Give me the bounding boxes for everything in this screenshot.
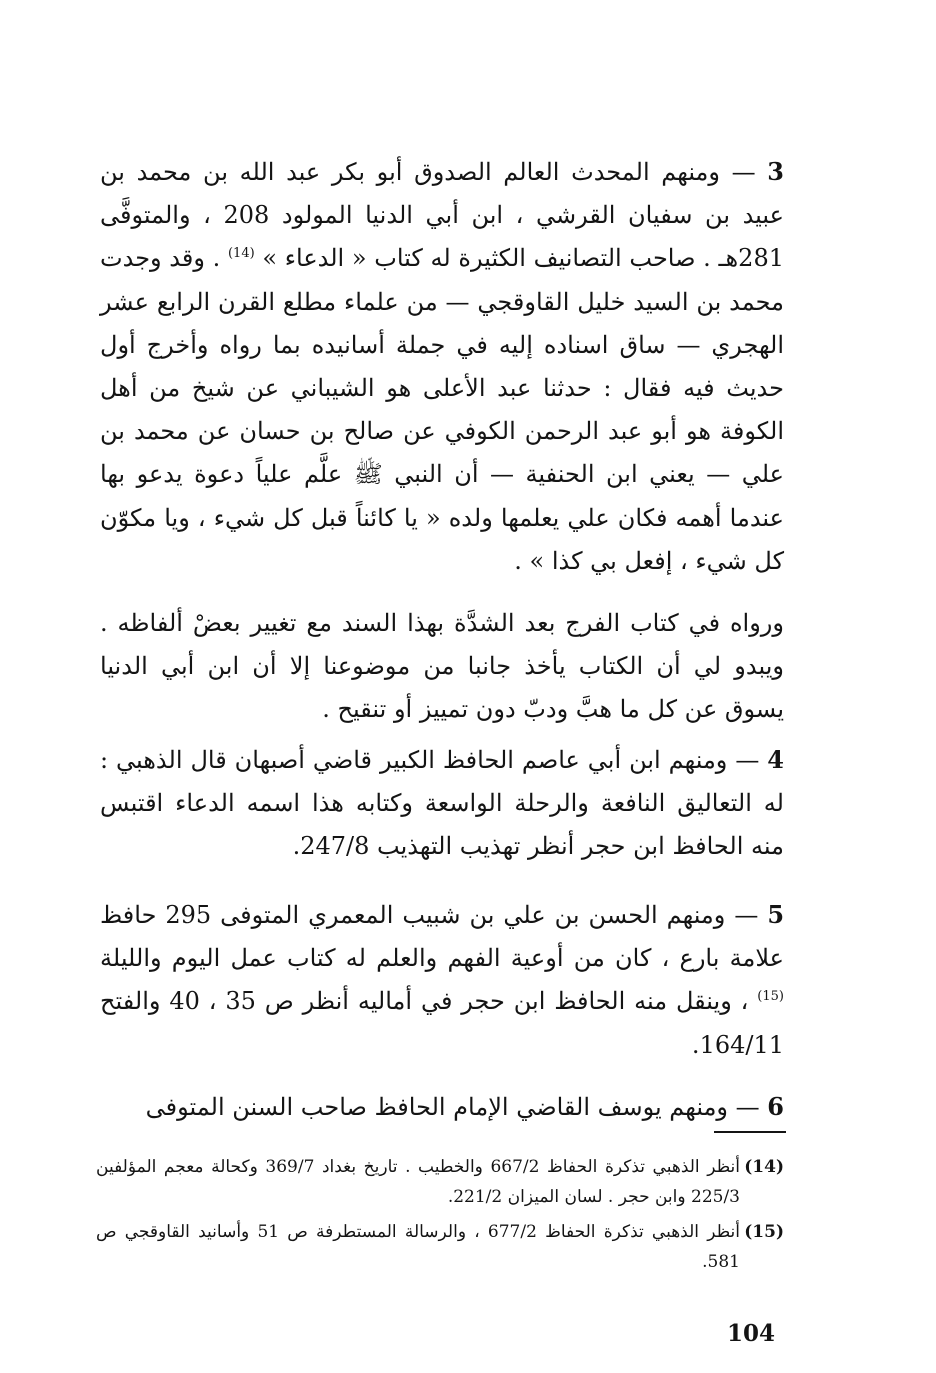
footnote-ref-14: (14) xyxy=(227,246,255,262)
paragraph-commentary xyxy=(100,602,784,732)
entry-number: 4 xyxy=(767,745,784,774)
footnote-separator xyxy=(714,1131,786,1133)
page-number: 104 xyxy=(727,1320,776,1347)
paragraph-text: ورواه في كتاب الفرج بعد الشدَّة بهذا السند مع تغيير بعضْ ألفاظه . ويبدو لي أن الكتاب يأخذ جانبا من موضوعنا إلا أن ابن أبي الدنيا يسوق عن كل ما هبَّ ودبّ دون تمييز أو تنقيح . xyxy=(100,609,784,724)
paragraph-text-continued: ، وينقل منه الحافظ ابن حجر في أماليه أنظر ص 35 ، 40 والفتح 164/11. xyxy=(100,987,784,1059)
paragraph-entry-3 xyxy=(100,150,784,583)
paragraph-text: — ومنهم يوسف القاضي الإمام الحافظ صاحب السنن المتوفى xyxy=(145,1093,760,1121)
paragraph-text: — ومنهم الحسن بن علي بن شبيب المعمري المتوفى 295 حافظ علامة بارع ، كان من أوعية الفهم والعلم له كتاب عمل اليوم والليلة xyxy=(100,901,784,973)
footnote-number: (15) xyxy=(744,1222,784,1242)
footnote-text: أنظر الذهبي تذكرة الحفاظ 677/2 ، والرسالة المستطرفة ص 51 وأسانيد القاوقجي ص 581. xyxy=(96,1222,740,1272)
footnote-number: (14) xyxy=(744,1157,784,1177)
paragraph-text-continued: . وقد وجدت محمد بن السيد خليل القاوقجي — من علماء مطلع القرن الرابع عشر الهجري — ساق اسناده إليه في جملة أسانيده بما رواه وأخرج أول حديث فيه فقال : حدثنا عبد الأعلى هو الشيباني عن شيخ من أهل الكوفة هو أبو عبد الرحمن الكوفي عن صالح بن حسان عن محمد بن علي — يعني ابن الحنفية — أن النبي ﷺ علَّم علياً دعوة يدعو بها عندما أهمه فكان علي يعلمها ولده « يا كائناً قبل كل شيء ، ويا مكوّن كل شيء ، إفعل بي كذا » . xyxy=(100,244,784,575)
entry-number: 5 xyxy=(767,900,785,929)
paragraph-entry-4 xyxy=(100,738,784,869)
footnote-14 xyxy=(96,1152,784,1212)
paragraph-entry-5 xyxy=(100,893,784,1067)
paragraph-text: — ومنهم ابن أبي عاصم الحافظ الكبير قاضي أصبهان قال الذهبي : له التعاليق النافعة والرحلة الواسعة وكتابه هذا اسمه الدعاء اقتبس منه الحافظ ابن حجر أنظر تهذيب التهذيب 247/8. xyxy=(100,746,784,861)
footnote-15 xyxy=(96,1217,784,1277)
paragraph-entry-6 xyxy=(100,1085,784,1129)
footnote-text: أنظر الذهبي تذكرة الحفاظ 667/2 والخطيب . تاريخ بغداد 369/7 وكحالة معجم المؤلفين 225/3 وابن حجر . لسان الميزان 221/2. xyxy=(96,1157,740,1207)
paragraph-text: — ومنهم المحدث العالم الصدوق أبو بكر عبد الله بن محمد بن عبيد بن سفيان القرشي ، ابن أبي الدنيا المولود 208 ، والمتوفَّى 281هـ . صاحب التصانيف الكثيرة له كتاب « الدعاء » xyxy=(100,158,784,273)
entry-number: 6 xyxy=(767,1092,784,1121)
footnote-ref-15: (15) xyxy=(757,989,784,1005)
entry-number: 3 xyxy=(767,157,784,186)
